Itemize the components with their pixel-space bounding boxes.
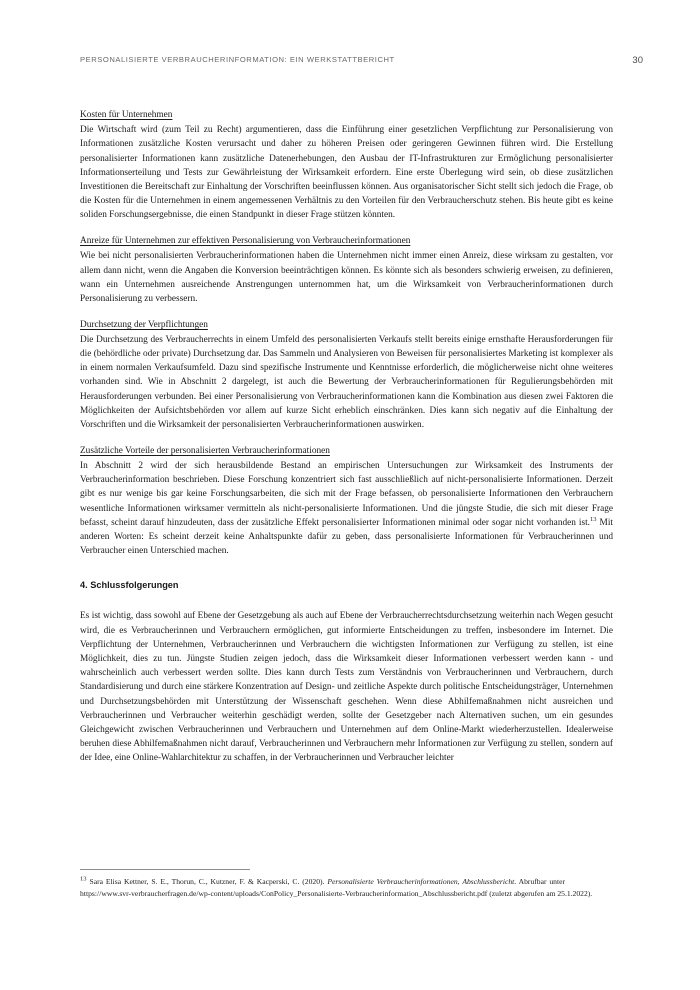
footnote-access-note: (zuletzt abgerufen am 25.1.2022). xyxy=(487,889,593,899)
footnote-area xyxy=(80,869,613,901)
footnote-reference[interactable]: 13 xyxy=(589,515,597,523)
paragraph-text-part-1: In Abschnitt 2 wird der sich herausbildende Bestand an empirischen Untersuchungen zur Wirksamkeit des Instruments der Verbraucherinformation beschrieben. Diese Forschung konzentriert sich fast ausschließlich auf nicht-personalisierte Informationen. Derzeit gibt es nur wenige bis gar keine Forschungsarbeiten, die sich mit der Frage befassen, ob personalisierte Informationen den Verbrauchern wesentliche Informationen wirksamer vermitteln als nicht-personalisierte Informationen. Und die jüngste Studie, die sich mit dieser Frage befasst, scheint darauf hinzudeuten, dass der zusätzliche Effekt personalisierter Informationen minimal oder sogar nicht vorhanden ist. xyxy=(80,460,613,528)
footnote-title: Personalisierte Verbraucherinformationen, Abschlussbericht xyxy=(327,877,515,886)
paragraph-text-part-2: Mit anderen Worten: Es scheint derzeit keine Anhaltspunkte dafür zu geben, dass personalisierte Informationen für Verbraucherinnen und Verbraucher einen Unterschied machen. xyxy=(80,517,613,557)
chapter-heading: 4. Schlussfolgerungen xyxy=(80,580,179,591)
chapter-paragraph: Es ist wichtig, dass sowohl auf Ebene der Gesetzgebung als auch auf Ebene der Verbraucherrechtsdurchsetzung weiterhin nach Wegen gesucht wird, die es Verbraucherinnen und Verbrauchern ermöglichen, gut informierte Entscheidungen zu treffen, insbesondere im Internet. Die Verpflichtung der Unternehmen, Verbraucherinnen und Verbrauchern die wichtigsten Informationen zur Verfügung zu stellen, ist eine Möglichkeit, dies zu tun. Jüngste Studien zeigen jedoch, dass die Wirksamkeit dieser Informationen verbessert werden kann - und wahrscheinlich auch verbessert werden sollte. Dies kann durch Tests zum Verständnis von Verbraucherinnen und Verbrauchern, durch Standardisierung und durch eine stärkere Konzentration auf Design- und zeitliche Aspekte durch politische Entscheidungsträger, Unternehmen und Durchsetzungsbehörden mit Unterstützung der Wissenschaft geschehen. Wenn diese Abhilfemaßnahmen nicht ausreichen und Verbraucherinnen und Verbraucher weiterhin geschädigt werden, sollte der Gesetzgeber nach Alternativen suchen, um ein gesundes Gleichgewicht zwischen Verbraucherinnen und Verbrauchern und Unternehmen auf dem Online-Markt wiederherzustellen. Idealerweise beruhen diese Abhilfemaßnahmen nicht darauf, Verbraucherinnen und Verbrauchern mehr Informationen zur Verfügung zu stellen, sondern auf der Idee, eine Online-Wahlarchitektur zu schaffen, in der Verbraucherinnen und Verbraucher leichter xyxy=(80,611,613,764)
footnote-separator xyxy=(80,869,250,870)
section-zusaetzliche-vorteile xyxy=(80,444,613,559)
page-header xyxy=(80,55,643,66)
page-body xyxy=(80,108,613,766)
section-kosten-fuer-unternehmen xyxy=(80,108,613,223)
section-heading: Durchsetzung der Verpflichtungen xyxy=(80,319,208,330)
section-paragraph xyxy=(80,459,613,558)
footnote-text-after: . Abrufbar unter xyxy=(514,877,565,886)
section-heading: Kosten für Unternehmen xyxy=(80,110,173,120)
running-title: PERSONALISIERTE VERBRAUCHERINFORMATION: EIN WERKSTATTBERICHT xyxy=(80,55,395,64)
section-paragraph: Die Durchsetzung des Verbraucherrechts in einem Umfeld des personalisierten Verkaufs stellt bereits einige ernsthafte Herausforderungen für die (behördliche oder private) Durchsetzung dar. Das Sammeln und Analysieren von Beweisen für personalisiertes Marketing ist komplexer als in einem normalen Verkaufsumfeld. Dazu sind spezifische Instrumente und Kenntnisse erforderlich, die möglicherweise nicht ohne weiteres vorhanden sind. Wie in Abschnitt 2 dargelegt, ist auch die Bewertung der Verbraucherinformationen für Regulierungsbehörden mit Herausforderungen verbunden. Bei einer Personalisierung von Verbraucherinformationen kann die Kombination aus diesen zwei Faktoren die Möglichkeiten der Aufsichtsbehörden vor allem auf kurze Sicht erheblich einschränken. Dies kann sich negativ auf die Einhaltung der Vorschriften und die Wirksamkeit der personalisierten Verbraucherinformationen auswirken. xyxy=(80,334,613,431)
section-paragraph: Die Wirtschaft wird (zum Teil zu Recht) argumentieren, dass die Einführung einer gesetzlichen Verpflichtung zur Personalisierung von Informationen zusätzliche Kosten verursacht und daher zu höheren Preisen oder geringeren Gewinnen führen wird. Die Erstellung personalisierter Informationen kann zusätzliche Datenerhebungen, den Ausbau der IT-Infrastrukturen zur Ermöglichung personalisierter Informationserteilung und Tests zur Gewährleistung der Wirksamkeit erfordern. Eine erste Überlegung wird sein, ob diese zusätzlichen Investitionen die Bereitschaft zur Einhaltung der Vorschriften beeinflussen können. Aus organisatorischer Sicht stellt sich jedoch die Frage, ob die Kosten für die Unternehmen in einem angemessenen Verhältnis zu den Vorteilen für den Verbraucherschutz stehen. Bis heute gibt es keine soliden Forschungsergebnisse, die einen Standpunkt in dieser Frage stützen könnten. xyxy=(80,125,613,221)
section-durchsetzung-der-verpflichtungen xyxy=(80,318,613,433)
page-number: 30 xyxy=(632,55,643,66)
footnote-url[interactable]: https://www.svr-verbraucherfragen.de/wp-content/uploads/ConPolicy_Personalisierte-Verbraucherinformation_Abschlussbericht.pdf xyxy=(80,889,488,899)
section-heading: Zusätzliche Vorteile der personalisierten Verbraucherinformationen xyxy=(80,445,330,456)
chapter-4 xyxy=(80,578,613,765)
section-anreize-fuer-unternehmen xyxy=(80,234,613,306)
footnote-text-before: Sara Elisa Kettner, S. E., Thorun, C., Kutzner, F. & Kacperski, C. (2020). xyxy=(86,877,328,886)
section-heading: Anreize für Unternehmen zur effektiven Personalisierung von Verbraucherinformationen xyxy=(80,236,411,247)
footnote-13 xyxy=(80,876,613,901)
footnote-number: 13 xyxy=(80,875,87,883)
section-paragraph: Wie bei nicht personalisierten Verbraucherinformationen haben die Unternehmen nicht immer einen Anreiz, diese wirksam zu gestalten, vor allem dann nicht, wenn die Angaben die Konversion beeinträchtigen können. Es könnte sich als besonders schwierig erweisen, zu definieren, wann ein Unternehmen ausreichende Anstrengungen unternommen hat, um die Wirksamkeit von Verbraucherinformationen durch Personalisierung zu verbessern. xyxy=(80,251,613,304)
